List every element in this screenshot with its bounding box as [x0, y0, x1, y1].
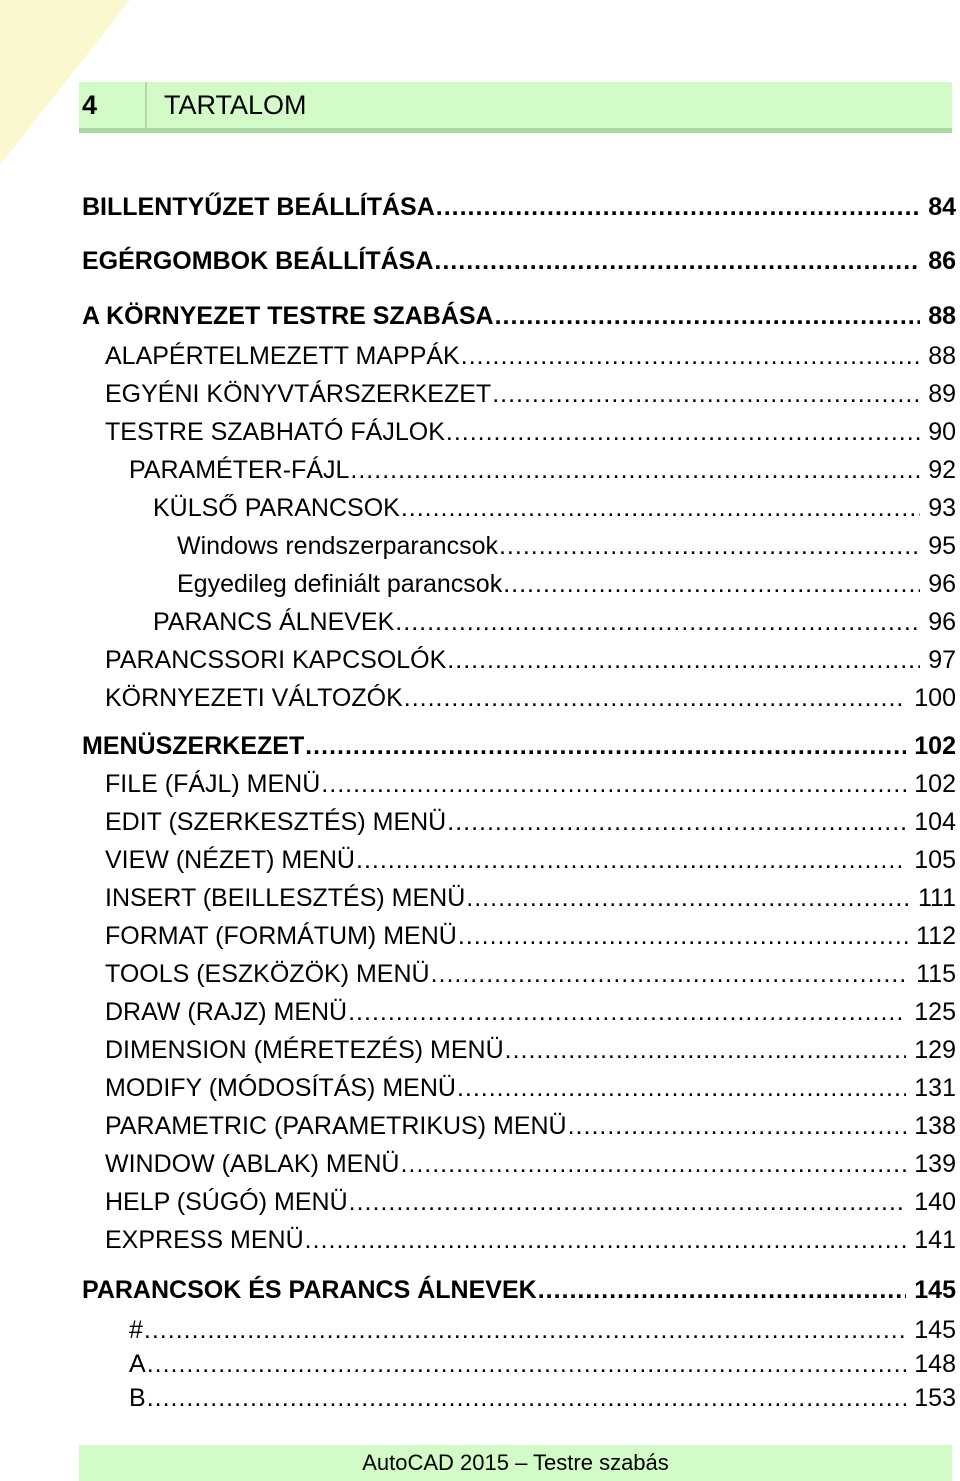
toc-entry[interactable]	[105, 686, 956, 711]
toc-dot-leader	[404, 686, 907, 711]
toc-entry-page: 92	[928, 456, 956, 484]
toc-entry-title: KÜLSŐ PARANCSOK	[153, 494, 400, 522]
toc-dot-leader	[503, 572, 920, 597]
toc-entry[interactable]	[177, 572, 956, 597]
toc-dot-leader	[431, 962, 909, 987]
toc-entry-page: 138	[914, 1112, 956, 1140]
toc-entry-title: A KÖRNYEZET TESTRE SZABÁSA	[82, 302, 494, 330]
toc-dot-leader	[436, 195, 920, 220]
toc-entry-title: WINDOW (ABLAK) MENÜ	[105, 1150, 400, 1178]
toc-dot-leader	[434, 249, 920, 274]
toc-entry[interactable]	[82, 1278, 956, 1303]
footer-text: AutoCAD 2015 – Testre szabás	[362, 1450, 669, 1475]
toc-entry-title: Windows rendszerparancsok	[177, 532, 498, 560]
toc-entry-page: 88	[928, 342, 956, 370]
toc-dot-leader	[447, 648, 920, 673]
toc-dot-leader	[321, 772, 906, 797]
toc-dot-leader	[505, 1038, 907, 1063]
toc-entry-title: INSERT (BEILLESZTÉS) MENÜ	[105, 884, 466, 912]
toc-dot-leader	[458, 924, 908, 949]
toc-entry-page: 93	[928, 494, 956, 522]
toc-entry-title: EGÉRGOMBOK BEÁLLÍTÁSA	[82, 247, 434, 275]
toc-entry[interactable]	[153, 496, 956, 521]
toc-entry[interactable]	[129, 1352, 956, 1377]
header-rule	[79, 128, 952, 133]
toc-dot-leader	[457, 1076, 906, 1101]
toc-dot-leader	[144, 1318, 906, 1343]
toc-entry-title: FILE (FÁJL) MENÜ	[105, 770, 321, 798]
toc-entry[interactable]	[105, 420, 956, 445]
toc-entry-page: 111	[917, 884, 956, 912]
toc-entry-page: 145	[914, 1316, 956, 1344]
toc-dot-leader	[400, 1152, 906, 1177]
toc-dot-leader	[305, 734, 906, 759]
toc-entry-title: EDIT (SZERKESZTÉS) MENÜ	[105, 808, 447, 836]
toc-entry-title: B	[129, 1384, 146, 1412]
toc-entry-page: 89	[928, 380, 956, 408]
toc-dot-leader	[401, 496, 920, 521]
toc-dot-leader	[348, 1000, 906, 1025]
chapter-title: TARTALOM	[164, 89, 307, 120]
toc-entry-page: 148	[914, 1350, 956, 1378]
toc-entry-page: 125	[914, 998, 956, 1026]
toc-entry[interactable]	[105, 924, 956, 949]
toc-entry-title: PARAMETRIC (PARAMETRIKUS) MENÜ	[105, 1112, 567, 1140]
toc-entry[interactable]	[105, 1000, 956, 1025]
toc-entry[interactable]	[105, 344, 956, 369]
toc-entry[interactable]	[105, 1190, 956, 1215]
toc-entry-page: 115	[916, 960, 956, 988]
toc-dot-leader	[447, 810, 906, 835]
toc-entry-title: DIMENSION (MÉRETEZÉS) MENÜ	[105, 1036, 504, 1064]
toc-entry[interactable]	[153, 610, 956, 635]
toc-entry[interactable]	[105, 772, 956, 797]
toc-entry-page: 112	[916, 922, 956, 950]
toc-entry-page: 129	[914, 1036, 956, 1064]
toc-entry-page: 141	[914, 1226, 956, 1254]
toc-entry-page: 131	[914, 1074, 956, 1102]
page-footer	[79, 1445, 952, 1481]
toc-dot-leader	[350, 458, 920, 483]
toc-entry-title: PARANCSOK ÉS PARANCS ÁLNEVEK	[82, 1276, 537, 1304]
toc-dot-leader	[395, 610, 920, 635]
toc-entry-page: 145	[914, 1276, 956, 1304]
toc-entry[interactable]	[82, 195, 956, 220]
toc-entry[interactable]	[129, 1386, 956, 1411]
toc-dot-leader	[499, 534, 920, 559]
toc-entry-page: 105	[914, 846, 956, 874]
toc-entry-page: 104	[914, 808, 956, 836]
toc-dot-leader	[495, 304, 921, 329]
toc-entry-page: 86	[928, 247, 956, 275]
chapter-number: 4	[79, 82, 147, 128]
toc-entry[interactable]	[82, 304, 956, 329]
toc-entry-title: FORMAT (FORMÁTUM) MENÜ	[105, 922, 457, 950]
toc-entry[interactable]	[105, 382, 956, 407]
toc-dot-leader	[147, 1386, 907, 1411]
toc-entry-page: 96	[928, 608, 956, 636]
toc-entry-title: PARANCSSORI KAPCSOLÓK	[105, 646, 447, 674]
toc-entry-title: EGYÉNI KÖNYVTÁRSZERKEZET	[105, 380, 492, 408]
toc-entry-title: VIEW (NÉZET) MENÜ	[105, 846, 355, 874]
toc-entry-title: A	[129, 1350, 146, 1378]
toc-dot-leader	[349, 1190, 907, 1215]
toc-entry[interactable]	[105, 962, 956, 987]
toc-dot-leader	[492, 382, 920, 407]
toc-dot-leader	[466, 886, 910, 911]
toc-dot-leader	[147, 1352, 907, 1377]
toc-entry-page: 95	[928, 532, 956, 560]
toc-entry-title: TOOLS (ESZKÖZÖK) MENÜ	[105, 960, 430, 988]
toc-entry[interactable]	[105, 1076, 956, 1101]
toc-entry-page: 96	[928, 570, 956, 598]
toc-entry-page: 102	[914, 770, 956, 798]
toc-entry[interactable]	[129, 1318, 956, 1343]
toc-entry-title: DRAW (RAJZ) MENÜ	[105, 998, 348, 1026]
toc-entry[interactable]	[82, 249, 956, 274]
toc-entry[interactable]	[105, 648, 956, 673]
toc-entry[interactable]	[105, 848, 956, 873]
toc-entry[interactable]	[105, 1038, 956, 1063]
toc-entry-page: 84	[928, 193, 956, 221]
toc-dot-leader	[305, 1228, 907, 1253]
toc-entry-page: 100	[914, 684, 956, 712]
toc-entry[interactable]	[105, 1152, 956, 1177]
toc-entry-title: KÖRNYEZETI VÁLTOZÓK	[105, 684, 403, 712]
toc-entry-title: Egyedileg definiált parancsok	[177, 570, 503, 598]
toc-dot-leader	[568, 1114, 907, 1139]
toc-entry-page: 153	[914, 1384, 956, 1412]
toc-entry-title: PARAMÉTER-FÁJL	[129, 456, 350, 484]
toc-entry-page: 140	[914, 1188, 956, 1216]
toc-entry[interactable]	[105, 1228, 956, 1253]
toc-dot-leader	[538, 1278, 907, 1303]
toc-entry-title: BILLENTYŰZET BEÁLLÍTÁSA	[82, 193, 435, 221]
toc-entry-page: 139	[914, 1150, 956, 1178]
toc-entry[interactable]	[82, 734, 956, 759]
toc-entry[interactable]	[105, 886, 956, 911]
toc-entry-title: MENÜSZERKEZET	[82, 732, 305, 760]
toc-entry-title: PARANCS ÁLNEVEK	[153, 608, 395, 636]
toc-entry-title: #	[129, 1316, 143, 1344]
toc-entry-page: 97	[928, 646, 956, 674]
toc-entry-title: MODIFY (MÓDOSÍTÁS) MENÜ	[105, 1074, 456, 1102]
toc-entry-title: HELP (SÚGÓ) MENÜ	[105, 1188, 348, 1216]
toc-entry-page: 88	[928, 302, 956, 330]
toc-entry[interactable]	[177, 534, 956, 559]
toc-entry-title: TESTRE SZABHATÓ FÁJLOK	[105, 418, 445, 446]
toc-entry[interactable]	[105, 1114, 956, 1139]
toc-entry[interactable]	[129, 458, 956, 483]
toc-entry-page: 102	[914, 732, 956, 760]
toc-dot-leader	[446, 420, 920, 445]
toc-entry[interactable]	[105, 810, 956, 835]
toc-dot-leader	[356, 848, 906, 873]
toc-entry-page: 90	[928, 418, 956, 446]
chapter-header	[79, 82, 952, 128]
toc-entry-title: ALAPÉRTELMEZETT MAPPÁK	[105, 342, 460, 370]
toc-entry-title: EXPRESS MENÜ	[105, 1226, 304, 1254]
toc-dot-leader	[461, 344, 920, 369]
